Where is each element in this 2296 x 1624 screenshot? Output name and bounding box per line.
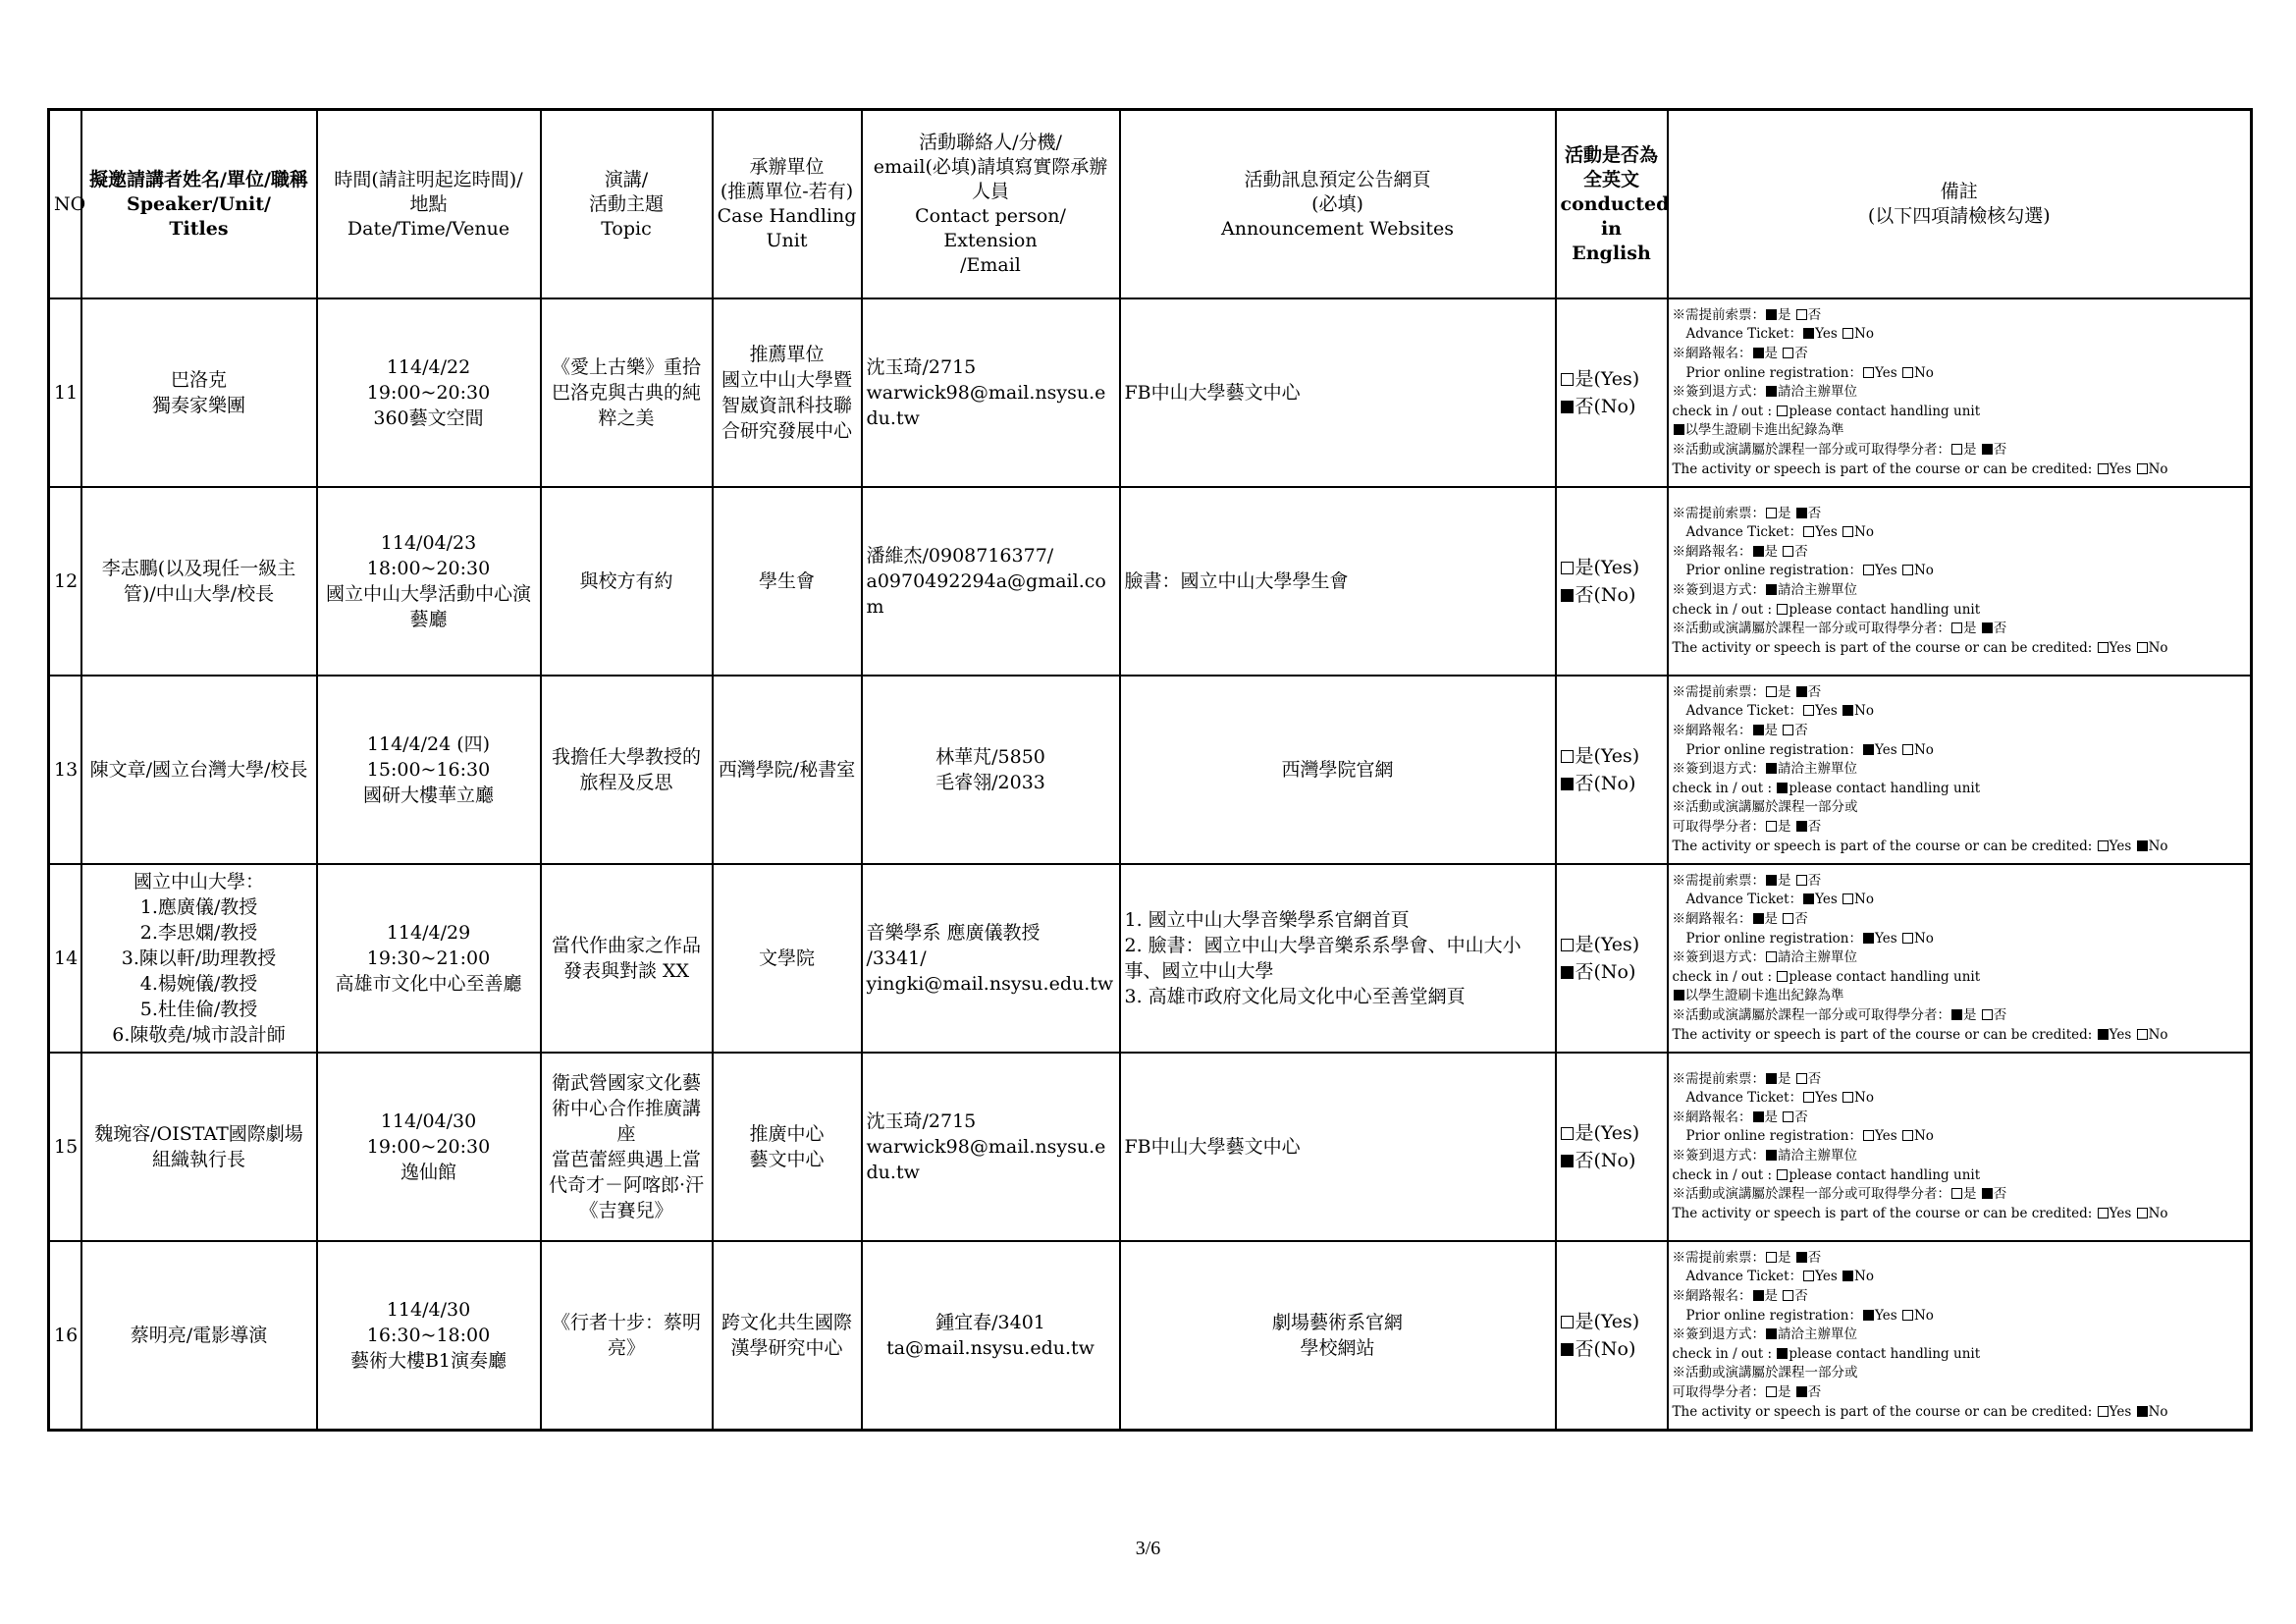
checkbox-checked-icon <box>1561 778 1574 790</box>
row-topic: 我擔任大學教授的旅程及反思 <box>541 676 713 864</box>
row-date-venue: 114/4/24 (四) 15:00~16:30 國研大樓華立廳 <box>317 676 541 864</box>
checkbox-icon <box>1803 1092 1814 1103</box>
checkbox-icon <box>1803 893 1814 904</box>
checkbox-icon <box>1766 584 1777 595</box>
row-handling-unit: 西灣學院/秘書室 <box>713 676 862 864</box>
row-speaker: 蔡明亮/電影導演 <box>81 1241 317 1431</box>
checkbox-icon <box>1766 508 1777 518</box>
row-website: 臉書：國立中山大學學生會 <box>1120 487 1556 676</box>
checkbox-icon <box>1766 763 1777 774</box>
row-english: 是(Yes) 否(No) <box>1556 1053 1668 1241</box>
checkbox-icon <box>1766 309 1777 320</box>
row-remarks: ※需提前索票： 是 否 Advance Ticket： Yes No ※網路報名： 是 否 Prior online registration： Yes No ※簽到退方式： 請洽主辦單位 check in / out : please contact handling unit 以學生證刷卡進出紀錄為準 ※活動或演講屬於課程一部分或可取得學分者： 是 否 The activity or speech is part of the course or can be credited: Yes No <box>1668 298 2252 487</box>
checkbox-icon <box>1796 1386 1807 1397</box>
row-handling-unit: 文學院 <box>713 864 862 1053</box>
checkbox-icon <box>2098 840 2109 851</box>
row-contact: 林華芃/5850 毛睿翎/2033 <box>862 676 1120 864</box>
checkbox-icon <box>1982 444 1993 455</box>
checkbox-icon <box>2098 642 2109 653</box>
row-handling-unit: 學生會 <box>713 487 862 676</box>
checkbox-icon <box>1902 1310 1913 1321</box>
checkbox-icon <box>2137 1029 2148 1040</box>
checkbox-icon <box>1753 546 1764 557</box>
checkbox-icon <box>1753 725 1764 735</box>
row-date-venue: 114/4/22 19:00~20:30 360藝文空間 <box>317 298 541 487</box>
row-no: 14 <box>49 864 81 1053</box>
checkbox-icon <box>1902 933 1913 944</box>
row-handling-unit: 推薦單位 國立中山大學暨智崴資訊科技聯合研究發展中心 <box>713 298 862 487</box>
row-website: 西灣學院官網 <box>1120 676 1556 864</box>
checkbox-icon <box>1982 623 1993 633</box>
row-remarks: ※需提前索票： 是 否 Advance Ticket： Yes No ※網路報名： 是 否 Prior online registration： Yes No ※簽到退方式： 請洽主辦單位 check in / out : please contact handling unit 以學生證刷卡進出紀錄為準 ※活動或演講屬於課程一部分或可取得學分者： 是 否 The activity or speech is part of the course or can be credited: Yes No <box>1668 864 2252 1053</box>
checkbox-icon <box>1951 444 1962 455</box>
header-row <box>49 110 2252 299</box>
row-no: 13 <box>49 676 81 864</box>
checkbox-icon <box>1803 526 1814 537</box>
row-english: 是(Yes) 否(No) <box>1556 864 1668 1053</box>
checkbox-icon <box>1902 1130 1913 1141</box>
page-number: 3/6 <box>1135 1538 1161 1559</box>
row-remarks: ※需提前索票： 是 否 Advance Ticket： Yes No ※網路報名： 是 否 Prior online registration： Yes No ※簽到退方式： 請洽主辦單位 check in / out : please contact handling unit ※活動或演講屬於課程一部分或 可取得學分者： 是 否 The activity or speech is part of the course or can be credited: Yes No <box>1668 676 2252 864</box>
header-remarks: 備註 (以下四項請檢核勾選) <box>1668 110 2252 299</box>
row-contact: 潘維杰/0908716377/ a0970492294a@gmail.com <box>862 487 1120 676</box>
checkbox-icon <box>1753 1290 1764 1301</box>
checkbox-icon <box>2137 1406 2148 1417</box>
checkbox-checked-icon <box>1561 1343 1574 1356</box>
row-topic: 當代作曲家之作品發表與對談 XX <box>541 864 713 1053</box>
table-row <box>49 1053 2252 1241</box>
checkbox-icon <box>1842 705 1853 716</box>
checkbox-icon <box>1863 367 1874 378</box>
row-remarks: ※需提前索票： 是 否 Advance Ticket： Yes No ※網路報名： 是 否 Prior online registration： Yes No ※簽到退方式： 請洽主辦單位 check in / out : please contact handling unit ※活動或演講屬於課程一部分或可取得學分者： 是 否 The activity or speech is part of the course or can be credited: Yes No <box>1668 487 2252 676</box>
checkbox-icon <box>1561 1127 1574 1140</box>
checkbox-icon <box>1777 1348 1788 1359</box>
row-remarks: ※需提前索票： 是 否 Advance Ticket： Yes No ※網路報名： 是 否 Prior online registration： Yes No ※簽到退方式： 請洽主辦單位 check in / out : please contact handling unit ※活動或演講屬於課程一部分或 可取得學分者： 是 否 The activity or speech is part of the course or can be credited: Yes No <box>1668 1241 2252 1431</box>
checkbox-icon <box>1982 1188 1993 1199</box>
header-english: 活動是否為全英文 conducted in English <box>1556 110 1668 299</box>
checkbox-icon <box>1803 1271 1814 1281</box>
checkbox-icon <box>1863 744 1874 755</box>
row-date-venue: 114/4/30 16:30~18:00 藝術大樓B1演奏廳 <box>317 1241 541 1431</box>
checkbox-icon <box>1796 875 1807 886</box>
checkbox-icon <box>1783 725 1793 735</box>
header-website: 活動訊息預定公告網頁 (必填) Announcement Websites <box>1120 110 1556 299</box>
row-date-venue: 114/04/23 18:00~20:30 國立中山大學活動中心演藝廳 <box>317 487 541 676</box>
row-no: 16 <box>49 1241 81 1431</box>
checkbox-icon <box>2098 1029 2109 1040</box>
row-contact: 沈玉琦/2715 warwick98@mail.nsysu.edu.tw <box>862 298 1120 487</box>
row-website: FB中山大學藝文中心 <box>1120 1053 1556 1241</box>
checkbox-icon <box>1766 1073 1777 1084</box>
table-row <box>49 864 2252 1053</box>
row-no: 11 <box>49 298 81 487</box>
row-contact: 沈玉琦/2715 warwick98@mail.nsysu.edu.tw <box>862 1053 1120 1241</box>
checkbox-icon <box>1783 1111 1793 1122</box>
checkbox-icon <box>1766 1386 1777 1397</box>
checkbox-icon <box>1982 1009 1993 1020</box>
checkbox-icon <box>2098 1406 2109 1417</box>
checkbox-icon <box>1766 1150 1777 1161</box>
checkbox-icon <box>1803 328 1814 339</box>
row-topic: 與校方有約 <box>541 487 713 676</box>
checkbox-icon <box>1777 406 1788 416</box>
checkbox-icon <box>1842 1092 1853 1103</box>
header-contact: 活動聯絡人/分機/ email(必填)請填寫實際承辦人員 Contact person/ Extension /Email <box>862 110 1120 299</box>
row-speaker: 李志鵬(以及現任一級主管)/中山大學/校長 <box>81 487 317 676</box>
checkbox-icon <box>1777 1169 1788 1180</box>
checkbox-icon <box>1766 951 1777 962</box>
row-topic: 《愛上古樂》重拾巴洛克與古典的純粹之美 <box>541 298 713 487</box>
header-no: NO <box>49 110 81 299</box>
row-website: 1. 國立中山大學音樂學系官網首頁 2. 臉書：國立中山大學音樂系系學會、中山大小事、國立中山大學 3. 高雄市政府文化局文化中心至善堂網頁 <box>1120 864 1556 1053</box>
row-speaker: 陳文章/國立台灣大學/校長 <box>81 676 317 864</box>
checkbox-icon <box>2098 1208 2109 1218</box>
row-speaker: 魏琬容/OISTAT國際劇場組織執行長 <box>81 1053 317 1241</box>
checkbox-icon <box>1796 821 1807 832</box>
row-topic: 《行者十步：蔡明亮》 <box>541 1241 713 1431</box>
checkbox-icon <box>1951 1009 1962 1020</box>
checkbox-icon <box>1674 424 1684 435</box>
row-date-venue: 114/4/29 19:30~21:00 高雄市文化中心至善廳 <box>317 864 541 1053</box>
checkbox-icon <box>1796 309 1807 320</box>
checkbox-icon <box>1951 1188 1962 1199</box>
checkbox-checked-icon <box>1561 589 1574 602</box>
row-english: 是(Yes) 否(No) <box>1556 298 1668 487</box>
checkbox-icon <box>1863 565 1874 575</box>
checkbox-icon <box>1561 1316 1574 1328</box>
checkbox-icon <box>1863 933 1874 944</box>
checkbox-icon <box>1766 386 1777 397</box>
checkbox-icon <box>1783 1290 1793 1301</box>
checkbox-icon <box>1783 546 1793 557</box>
checkbox-icon <box>1561 939 1574 951</box>
row-no: 12 <box>49 487 81 676</box>
checkbox-icon <box>1783 913 1793 924</box>
checkbox-icon <box>1674 990 1684 1001</box>
row-handling-unit: 推廣中心 藝文中心 <box>713 1053 862 1241</box>
checkbox-icon <box>1842 893 1853 904</box>
header-speaker: 擬邀請講者姓名/單位/職稱 Speaker/Unit/ Titles <box>81 110 317 299</box>
table-row <box>49 298 2252 487</box>
checkbox-icon <box>1766 1328 1777 1339</box>
checkbox-icon <box>1796 686 1807 697</box>
row-handling-unit: 跨文化共生國際漢學研究中心 <box>713 1241 862 1431</box>
row-speaker: 巴洛克 獨奏家樂團 <box>81 298 317 487</box>
checkbox-checked-icon <box>1561 401 1574 413</box>
checkbox-icon <box>1561 373 1574 386</box>
checkbox-checked-icon <box>1561 966 1574 979</box>
checkbox-icon <box>1777 971 1788 982</box>
row-website: 劇場藝術系官網 學校網站 <box>1120 1241 1556 1431</box>
checkbox-icon <box>1766 1252 1777 1263</box>
checkbox-icon <box>2098 463 2109 474</box>
checkbox-icon <box>2137 463 2148 474</box>
row-contact: 鍾宜春/3401 ta@mail.nsysu.edu.tw <box>862 1241 1120 1431</box>
checkbox-icon <box>1753 1111 1764 1122</box>
checkbox-icon <box>1796 508 1807 518</box>
checkbox-icon <box>1842 1271 1853 1281</box>
checkbox-icon <box>1561 750 1574 763</box>
checkbox-icon <box>2137 840 2148 851</box>
header-topic: 演講/ 活動主題 Topic <box>541 110 713 299</box>
header-unit: 承辦單位 (推薦單位-若有) Case Handling Unit <box>713 110 862 299</box>
row-speaker: 國立中山大學： 1.應廣儀/教授 2.李思嫻/教授 3.陳以軒/助理教授 4.楊婉儀/教授 5.杜佳倫/教授 6.陳敬堯/城市設計師 <box>81 864 317 1053</box>
checkbox-icon <box>1777 783 1788 793</box>
checkbox-icon <box>1783 348 1793 358</box>
checkbox-icon <box>1766 821 1777 832</box>
checkbox-icon <box>1796 1073 1807 1084</box>
row-english: 是(Yes) 否(No) <box>1556 1241 1668 1431</box>
row-contact: 音樂學系 應廣儀教授 /3341/ yingki@mail.nsysu.edu.tw <box>862 864 1120 1053</box>
checkbox-icon <box>1561 562 1574 574</box>
table-row <box>49 1241 2252 1431</box>
checkbox-icon <box>1803 705 1814 716</box>
row-no: 15 <box>49 1053 81 1241</box>
checkbox-icon <box>2137 1208 2148 1218</box>
row-website: FB中山大學藝文中心 <box>1120 298 1556 487</box>
checkbox-icon <box>1777 604 1788 615</box>
checkbox-icon <box>1902 565 1913 575</box>
checkbox-icon <box>1766 686 1777 697</box>
row-english: 是(Yes) 否(No) <box>1556 676 1668 864</box>
checkbox-icon <box>1863 1130 1874 1141</box>
checkbox-checked-icon <box>1561 1155 1574 1167</box>
checkbox-icon <box>1753 348 1764 358</box>
table-row <box>49 487 2252 676</box>
checkbox-icon <box>2137 642 2148 653</box>
event-table <box>47 108 2253 1432</box>
header-date: 時間(請註明起迄時間)/ 地點 Date/Time/Venue <box>317 110 541 299</box>
checkbox-icon <box>1842 328 1853 339</box>
checkbox-icon <box>1863 1310 1874 1321</box>
row-date-venue: 114/04/30 19:00~20:30 逸仙館 <box>317 1053 541 1241</box>
row-remarks: ※需提前索票： 是 否 Advance Ticket： Yes No ※網路報名： 是 否 Prior online registration： Yes No ※簽到退方式： 請洽主辦單位 check in / out : please contact handling unit ※活動或演講屬於課程一部分或可取得學分者： 是 否 The activity or speech is part of the course or can be credited: Yes No <box>1668 1053 2252 1241</box>
checkbox-icon <box>1902 367 1913 378</box>
table-row <box>49 676 2252 864</box>
checkbox-icon <box>1842 526 1853 537</box>
checkbox-icon <box>1951 623 1962 633</box>
row-english: 是(Yes) 否(No) <box>1556 487 1668 676</box>
checkbox-icon <box>1796 1252 1807 1263</box>
checkbox-icon <box>1766 875 1777 886</box>
checkbox-icon <box>1753 913 1764 924</box>
checkbox-icon <box>1902 744 1913 755</box>
row-topic: 衛武營國家文化藝術中心合作推廣講座 當芭蕾經典遇上當代奇才－阿喀郎·汗《吉賽兒》 <box>541 1053 713 1241</box>
